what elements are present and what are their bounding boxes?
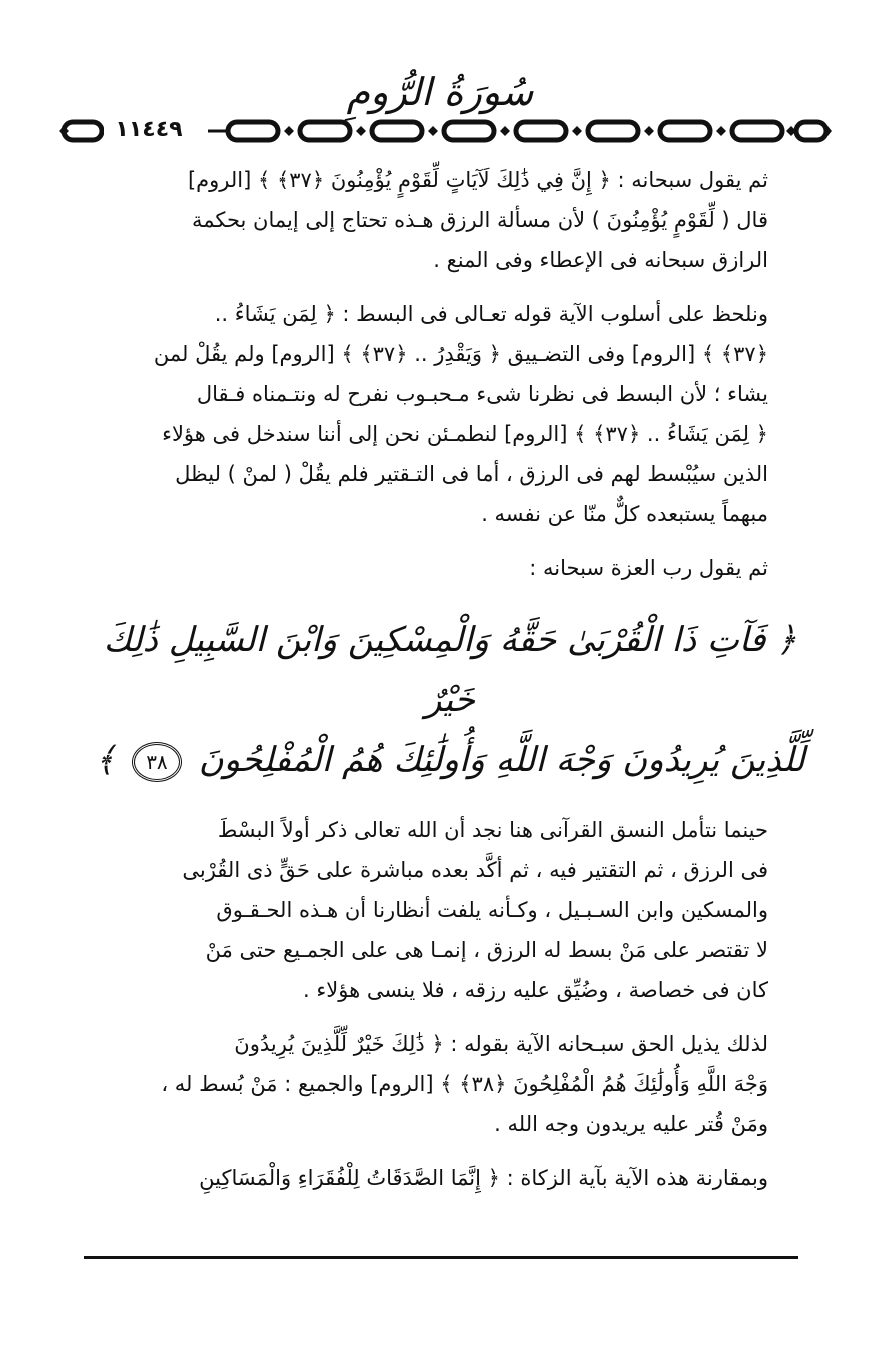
text-line: لا تقتصر على مَنْ بسط له الرزق ، إنمـا هى على الجمـيع حتى مَنْ — [205, 938, 768, 962]
text-line: وَجْهَ اللَّهِ وَأُولَٰئِكَ هُمُ الْمُفْلِحُونَ ﴿٣٨﴾ ﴾ [الروم] والجميع : مَنْ بُسط له ، — [161, 1072, 768, 1096]
text-line: فى الرزق ، ثم التقتير فيه ، ثم أكَّد بعده مباشرة على حَقٍّ ذى القُرْبى — [182, 858, 768, 882]
footer-divider — [84, 1256, 798, 1259]
text-line: ومَنْ قُتر عليه يريدون وجه الله . — [494, 1112, 768, 1136]
verse-number-badge: ٣٨ — [132, 742, 182, 782]
paragraph-3 — [92, 548, 808, 588]
verse-line-2-text: لِّلَّذِينَ يُرِيدُونَ وَجْهَ اللَّهِ وَأُولَٰئِكَ هُمُ الْمُفْلِحُونَ — [198, 740, 805, 780]
paragraph-6 — [92, 1158, 808, 1198]
paragraph-5 — [92, 1024, 808, 1144]
paragraph-1 — [92, 160, 808, 280]
text-line: كان فى خصاصة ، وضُيِّق عليه رزقه ، فلا ينسى هؤلاء . — [303, 978, 768, 1002]
verse-line-1: ﴿ فَآتِ ذَا الْقُرْبَىٰ حَقَّهُ وَالْمِسْكِينَ وَابْنَ السَّبِيلِ ذَٰلِكَ خَيْرٌ — [103, 620, 797, 720]
page-number: ١١٤٤٩ — [104, 113, 194, 147]
text-line: قال ( لِّقَوْمٍ يُؤْمِنُونَ ) لأن مسألة الرزق هـذه تحتاج إلى إيمان بحكمة — [191, 208, 768, 232]
verse-line-2 — [92, 730, 808, 790]
text-line: ثم يقول رب العزة سبحانه : — [529, 556, 768, 580]
text-line: وبمقارنة هذه الآية بآية الزكاة : ﴿ إِنَّمَا الصَّدَقَاتُ لِلْفُقَرَاءِ وَالْمَسَاكِينِ — [199, 1166, 768, 1190]
paragraph-4 — [92, 810, 808, 1010]
surah-title: سُورَةُ الرُّومِ — [346, 70, 534, 114]
text-line: مبهماً يستبعده كلٌّ منّا عن نفسه . — [481, 502, 768, 526]
verse-close-bracket: ﴾ — [95, 740, 116, 780]
page-body — [92, 160, 808, 1212]
text-line: والمسكين وابن السـبـيل ، وكـأنه يلفت أنظارنا أن هـذه الحـقـوق — [216, 898, 768, 922]
text-line: ﴿٣٧﴾ ﴾ [الروم] وفى التضـييق ﴿ وَيَقْدِرُ .. ﴿٣٧﴾ ﴾ [الروم] ولم يقُلْ لمن — [153, 342, 768, 366]
quran-verse-block — [92, 610, 808, 790]
paragraph-2 — [92, 294, 808, 534]
text-line: ثم يقول سبحانه : ﴿ إِنَّ فِي ذَٰلِكَ لَآيَاتٍ لِّقَوْمٍ يُؤْمِنُونَ ﴿٣٧﴾ ﴾ [الروم] — [187, 168, 768, 192]
text-line: ونلحظ على أسلوب الآية قوله تعـالى فى البسط : ﴿ لِمَن يَشَاءُ .. — [214, 302, 768, 326]
text-line: لذلك يذيل الحق سبـحانه الآية بقوله : ﴿ ذَٰلِكَ خَيْرٌ لِّلَّذِينَ يُرِيدُونَ — [234, 1032, 768, 1056]
text-line: حينما نتأمل النسق القرآنى هنا نجد أن الله تعالى ذكر أولاً البسْطَ — [217, 818, 768, 842]
text-line: ﴿ لِمَن يَشَاءُ .. ﴿٣٧﴾ ﴾ [الروم] لنطمـئن نحن إلى أننا سندخل فى هؤلاء — [162, 422, 768, 446]
text-line: يشاء ؛ لأن البسط فى نظرنا شىء مـحبـوب نفرح له ونتـمناه فـقال — [196, 382, 768, 406]
text-line: الذين سيُبْسط لهم فى الرزق ، أما فى التـقتير فلم يقُلْ ( لمنْ ) ليظل — [175, 462, 768, 486]
text-line: الرازق سبحانه فى الإعطاء وفى المنع . — [433, 248, 768, 272]
